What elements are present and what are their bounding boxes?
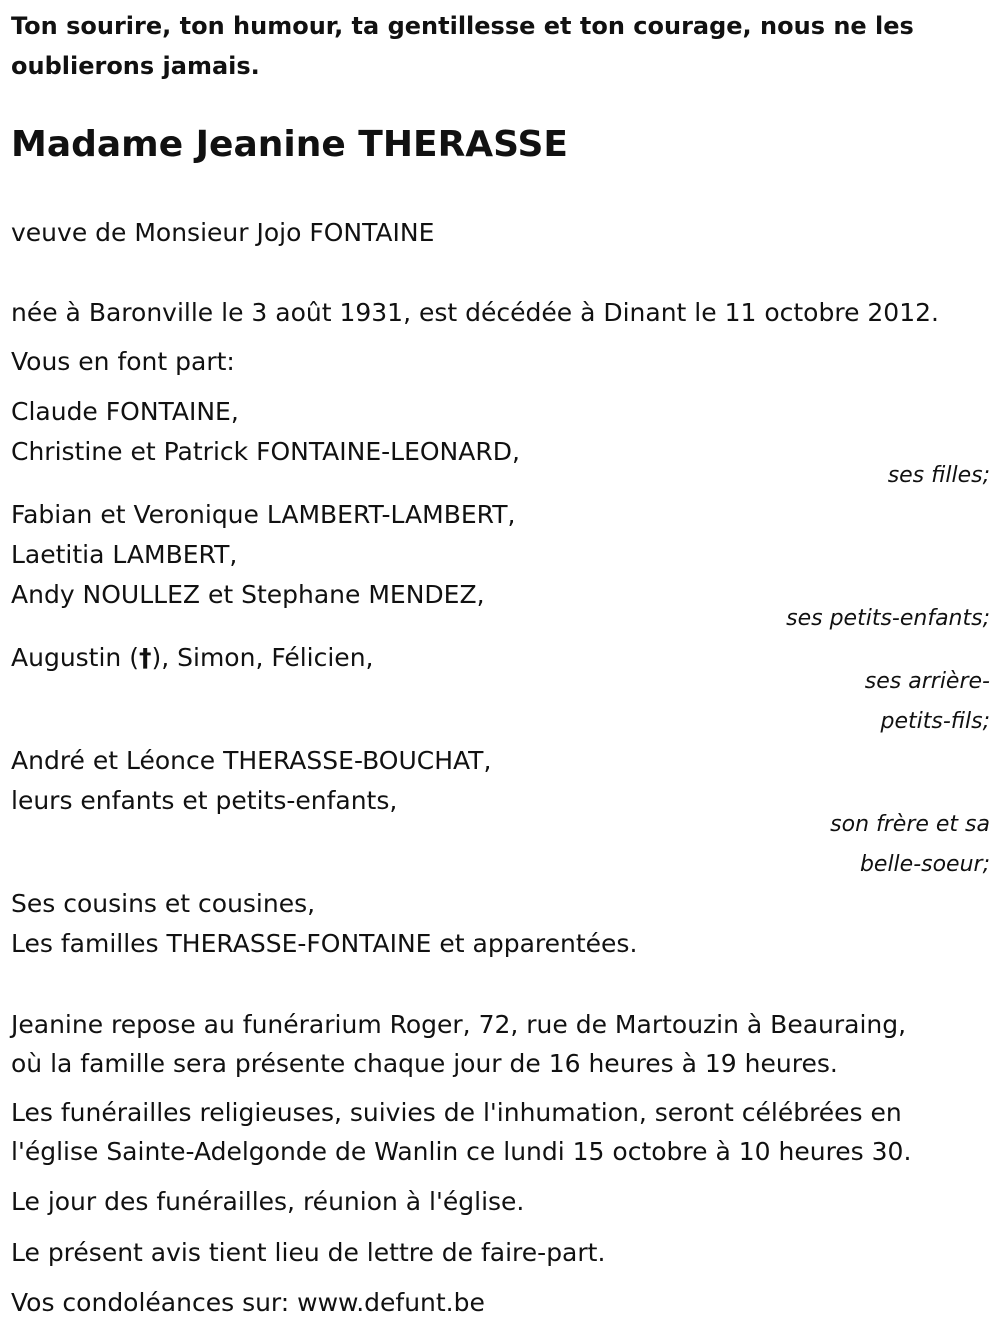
sibling-name: leurs enfants et petits-enfants, xyxy=(11,786,398,815)
grandchild-name: Laetitia LAMBERT, xyxy=(11,540,238,569)
meeting-line: Le jour des funérailles, réunion à l'église. xyxy=(11,1187,525,1216)
great-grandsons-names xyxy=(11,643,373,673)
funeral-line-1: Les funérailles religieuses, suivies de l'inhumation, seront célébrées en xyxy=(11,1098,902,1127)
other-relatives-line: Les familles THERASSE-FONTAINE et apparentées. xyxy=(11,929,638,958)
motto-line-1: Ton sourire, ton humour, ta gentillesse et ton courage, nous ne les xyxy=(11,12,914,40)
role-great-grandsons-line-2: petits-fils; xyxy=(880,709,990,734)
condolences-line: Vos condoléances sur: www.defunt.be xyxy=(11,1288,485,1317)
role-siblings-line-1: son frère et sa xyxy=(830,812,990,837)
motto-line-2: oublierons jamais. xyxy=(11,52,260,80)
notice-line: Le présent avis tient lieu de lettre de faire-part. xyxy=(11,1238,606,1267)
repose-line-2: où la famille sera présente chaque jour de 16 heures à 19 heures. xyxy=(11,1049,838,1078)
role-grandchildren: ses petits-enfants; xyxy=(786,606,990,631)
daughter-name: Claude FONTAINE, xyxy=(11,397,239,426)
grandchild-name: Fabian et Veronique LAMBERT-LAMBERT, xyxy=(11,500,516,529)
funeral-line-2: l'église Sainte-Adelgonde de Wanlin ce lundi 15 octobre à 10 heures 30. xyxy=(11,1137,912,1166)
cross-icon: † xyxy=(138,643,152,672)
great-grandson-name-part: Augustin ( xyxy=(11,643,139,672)
role-siblings-line-2: belle-soeur; xyxy=(859,852,990,877)
daughter-name: Christine et Patrick FONTAINE-LEONARD, xyxy=(11,437,520,466)
widow-of-line: veuve de Monsieur Jojo FONTAINE xyxy=(11,218,435,247)
birth-death-line: née à Baronville le 3 août 1931, est décédée à Dinant le 11 octobre 2012. xyxy=(11,298,939,327)
sibling-name: André et Léonce THERASSE-BOUCHAT, xyxy=(11,746,492,775)
repose-line-1: Jeanine repose au funérarium Roger, 72, rue de Martouzin à Beauraing, xyxy=(11,1010,907,1039)
deceased-name-title: Madame Jeanine THERASSE xyxy=(11,124,568,165)
grandchild-name: Andy NOULLEZ et Stephane MENDEZ, xyxy=(11,580,485,609)
role-daughters: ses filles; xyxy=(887,463,990,488)
great-grandson-name-part: ), Simon, Félicien, xyxy=(151,643,374,672)
other-relatives-line: Ses cousins et cousines, xyxy=(11,889,316,918)
announcement-line: Vous en font part: xyxy=(11,347,235,376)
role-great-grandsons-line-1: ses arrière- xyxy=(864,669,990,694)
